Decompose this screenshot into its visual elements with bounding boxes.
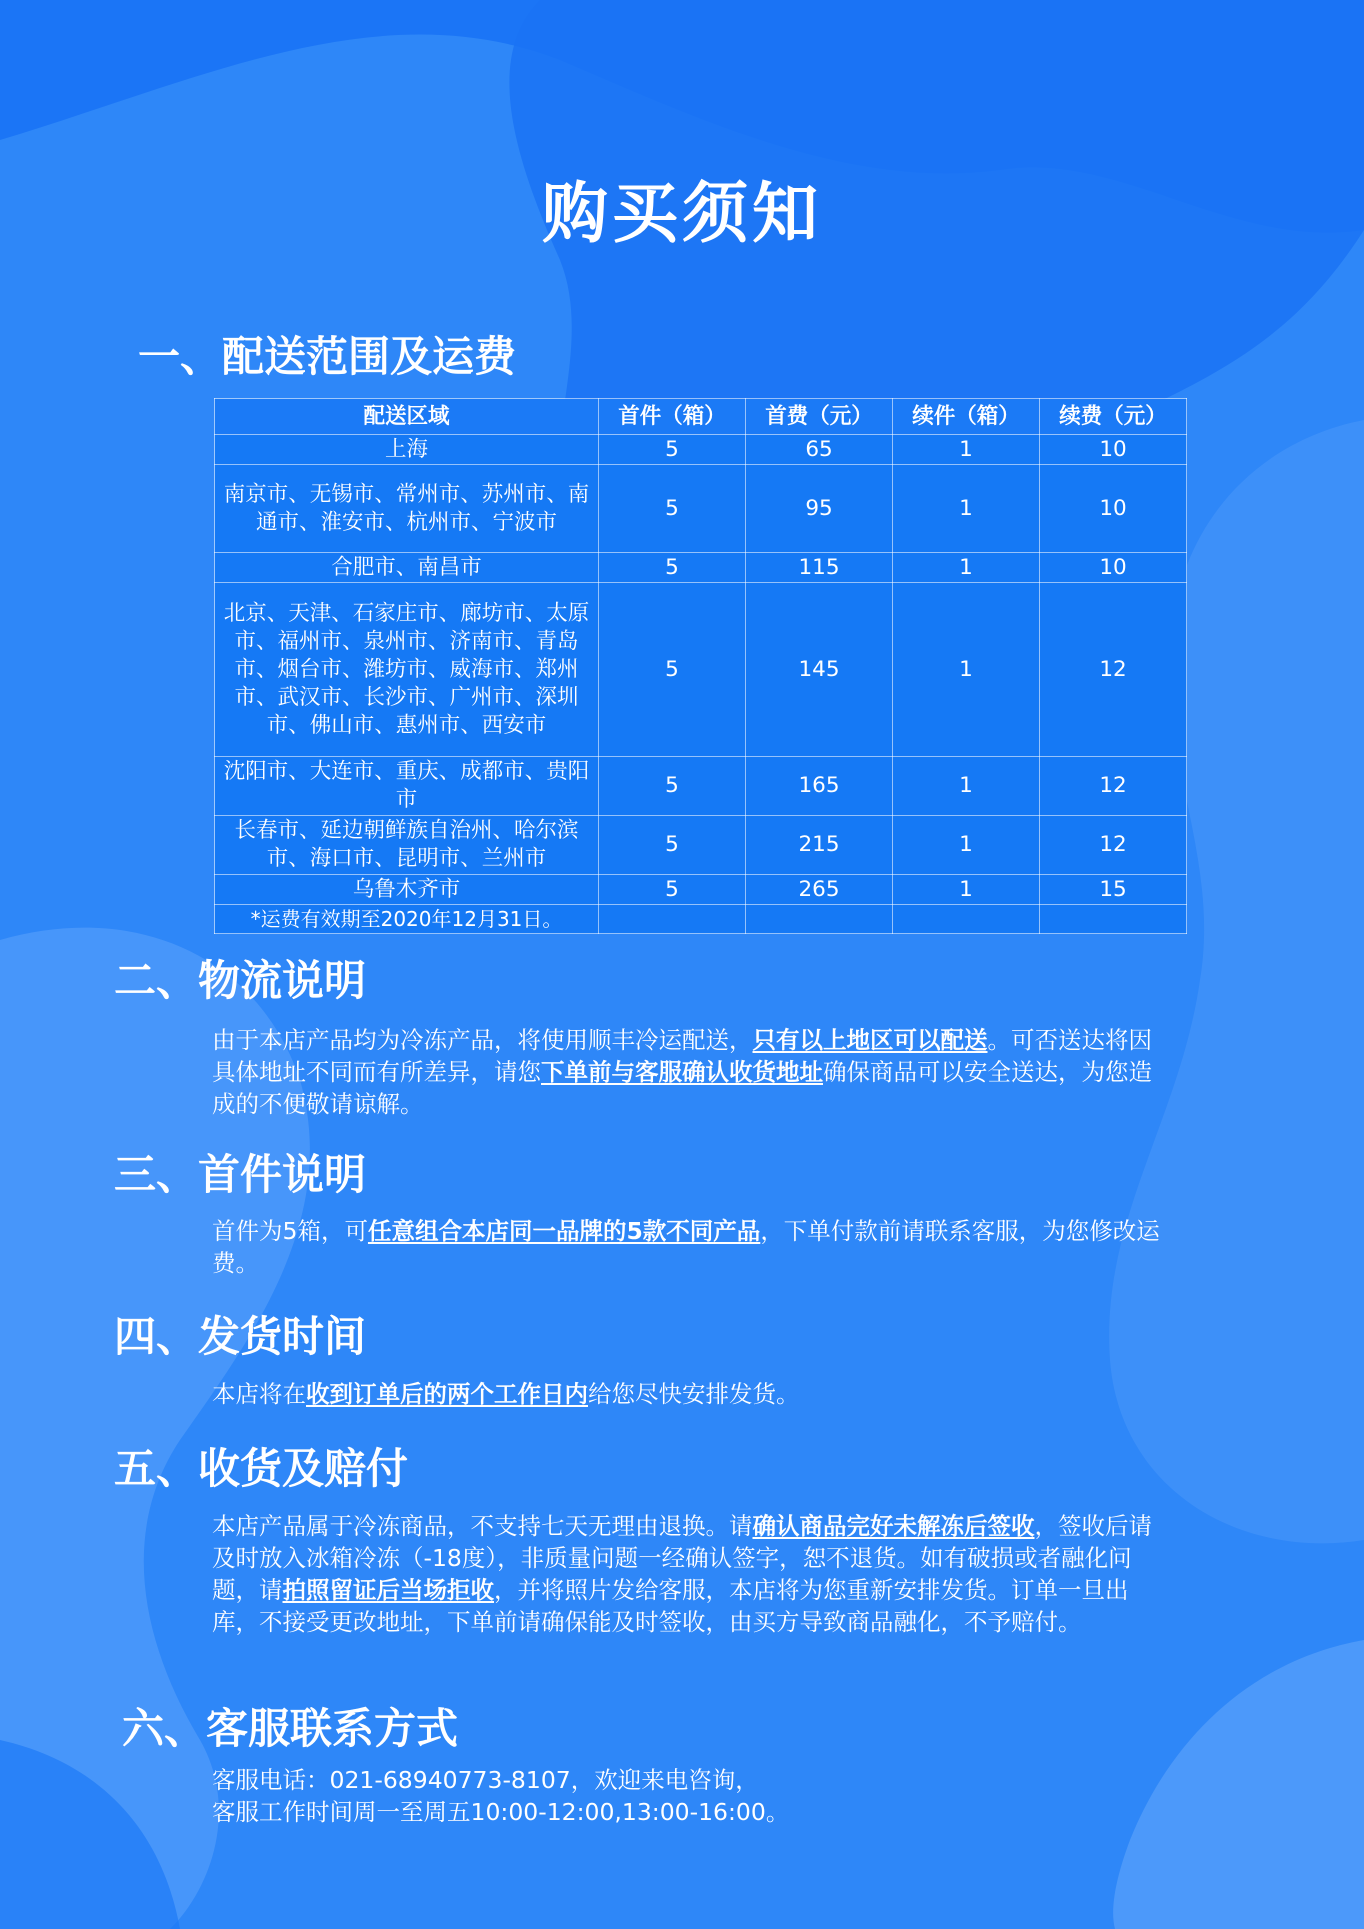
paragraph-text: 由于本店产品均为冷冻产品，将使用顺丰冷运配送， [212,1026,753,1054]
section-title-delivery: 一、配送范围及运费 [138,332,517,381]
paragraph-text: 首件为5箱，可 [212,1217,368,1245]
paragraph-text: ，下单付款前请联系客服，为您修改运费。 [212,1217,1160,1277]
paragraph-text: ，并将照片发给客服，本店将为您重新安排发货。订单一旦出库，不接受更改地址，下单前请确保能及时签收，由买方导致商品融化，不予赔付。 [212,1576,1129,1636]
extra-qty-cell: 1 [893,583,1040,757]
column-header: 续件（箱） [893,399,1040,435]
first-fee-cell: 145 [746,583,893,757]
service-phone-text: 客服电话：021-68940773-8107，欢迎来电咨询， [212,1766,759,1794]
extra-fee-cell: 10 [1040,465,1187,553]
service-hours-text: 客服工作时间周一至周五10:00-12:00,13:00-16:00。 [212,1798,790,1826]
table-row [215,553,1187,583]
extra-fee-cell: 15 [1040,875,1187,905]
first-fee-cell: 115 [746,553,893,583]
paragraph-text: 确保商品可以安全送达，为您造成的不便敬请谅解。 [212,1058,1152,1118]
extra-fee-cell: 10 [1040,435,1187,465]
extra-fee-cell: 12 [1040,816,1187,875]
region-cell: 合肥市、南昌市 [215,553,599,583]
table-row [215,435,1187,465]
extra-qty-cell: 1 [893,465,1040,553]
highlight-text: 收到订单后的两个工作日内 [306,1380,588,1408]
highlight-text: 只有以上地区可以配送 [752,1026,988,1054]
page-title: 购买须知 [542,175,822,252]
first-qty-cell: 5 [599,875,746,905]
highlight-text: 拍照留证后当场拒收 [282,1576,494,1604]
receipt-paragraph [212,1510,1172,1638]
table-row [215,465,1187,553]
extra-fee-cell: 12 [1040,757,1187,816]
region-cell: 乌鲁木齐市 [215,875,599,905]
highlight-text: 确认商品完好未解冻后签收 [752,1512,1035,1540]
validity-note: *运费有效期至2020年12月31日。 [215,905,599,934]
paragraph-text: 给您尽快安排发货。 [588,1380,800,1408]
column-header: 续费（元） [1040,399,1187,435]
column-header: 首费（元） [746,399,893,435]
first-fee-cell: 265 [746,875,893,905]
paragraph-text: 。可否送达将因具体地址不同而有所差异，请您 [212,1026,1152,1086]
region-cell: 长春市、延边朝鲜族自治州、哈尔滨市、海口市、昆明市、兰州市 [215,816,599,875]
first-qty-cell: 5 [599,757,746,816]
table-row [215,583,1187,757]
column-header: 首件（箱） [599,399,746,435]
paragraph-text: 本店将在 [212,1380,306,1408]
logistics-paragraph [212,1024,1172,1120]
section-title-shipping-time: 四、发货时间 [114,1312,367,1361]
table-row [215,875,1187,905]
section-title-logistics: 二、物流说明 [114,956,367,1005]
extra-fee-cell: 12 [1040,583,1187,757]
extra-qty-cell: 1 [893,435,1040,465]
table-row [215,757,1187,816]
region-cell: 北京、天津、石家庄市、廊坊市、太原市、福州市、泉州市、济南市、青岛市、烟台市、潍坊市、威海市、郑州市、武汉市、长沙市、广州市、深圳市、佛山市、惠州市、西安市 [215,583,599,757]
shipping-rate-table [214,398,1187,934]
extra-qty-cell: 1 [893,816,1040,875]
paragraph-text: 本店产品属于冷冻商品，不支持七天无理由退换。请 [212,1512,753,1540]
first-qty-cell: 5 [599,583,746,757]
paragraph-text: ，签收后请及时放入冰箱冷冻（-18度），非质量问题一经确认签字，恕不退货。如有破损或者融化问题，请 [212,1512,1152,1604]
table-note-row [215,905,1187,934]
table-header-row [215,399,1187,435]
first-fee-cell: 95 [746,465,893,553]
first-fee-cell: 215 [746,816,893,875]
region-cell: 沈阳市、大连市、重庆、成都市、贵阳市 [215,757,599,816]
first-item-paragraph [212,1215,1172,1279]
column-header: 配送区域 [215,399,599,435]
first-fee-cell: 65 [746,435,893,465]
shipping-time-paragraph [212,1378,1172,1410]
highlight-text: 下单前与客服确认收货地址 [541,1058,823,1086]
region-cell: 南京市、无锡市、常州市、苏州市、南通市、淮安市、杭州市、宁波市 [215,465,599,553]
section-title-first-item: 三、首件说明 [114,1150,367,1199]
extra-qty-cell: 1 [893,757,1040,816]
region-cell: 上海 [215,435,599,465]
first-qty-cell: 5 [599,465,746,553]
section-title-customer-service: 六、客服联系方式 [122,1704,459,1753]
extra-fee-cell: 10 [1040,553,1187,583]
first-fee-cell: 165 [746,757,893,816]
customer-service-paragraph [212,1764,1172,1828]
extra-qty-cell: 1 [893,875,1040,905]
highlight-text: 任意组合本店同一品牌的5款不同产品 [367,1217,761,1245]
extra-qty-cell: 1 [893,553,1040,583]
section-title-receipt-compensation: 五、收货及赔付 [114,1444,409,1493]
first-qty-cell: 5 [599,816,746,875]
table-row [215,816,1187,875]
first-qty-cell: 5 [599,435,746,465]
first-qty-cell: 5 [599,553,746,583]
